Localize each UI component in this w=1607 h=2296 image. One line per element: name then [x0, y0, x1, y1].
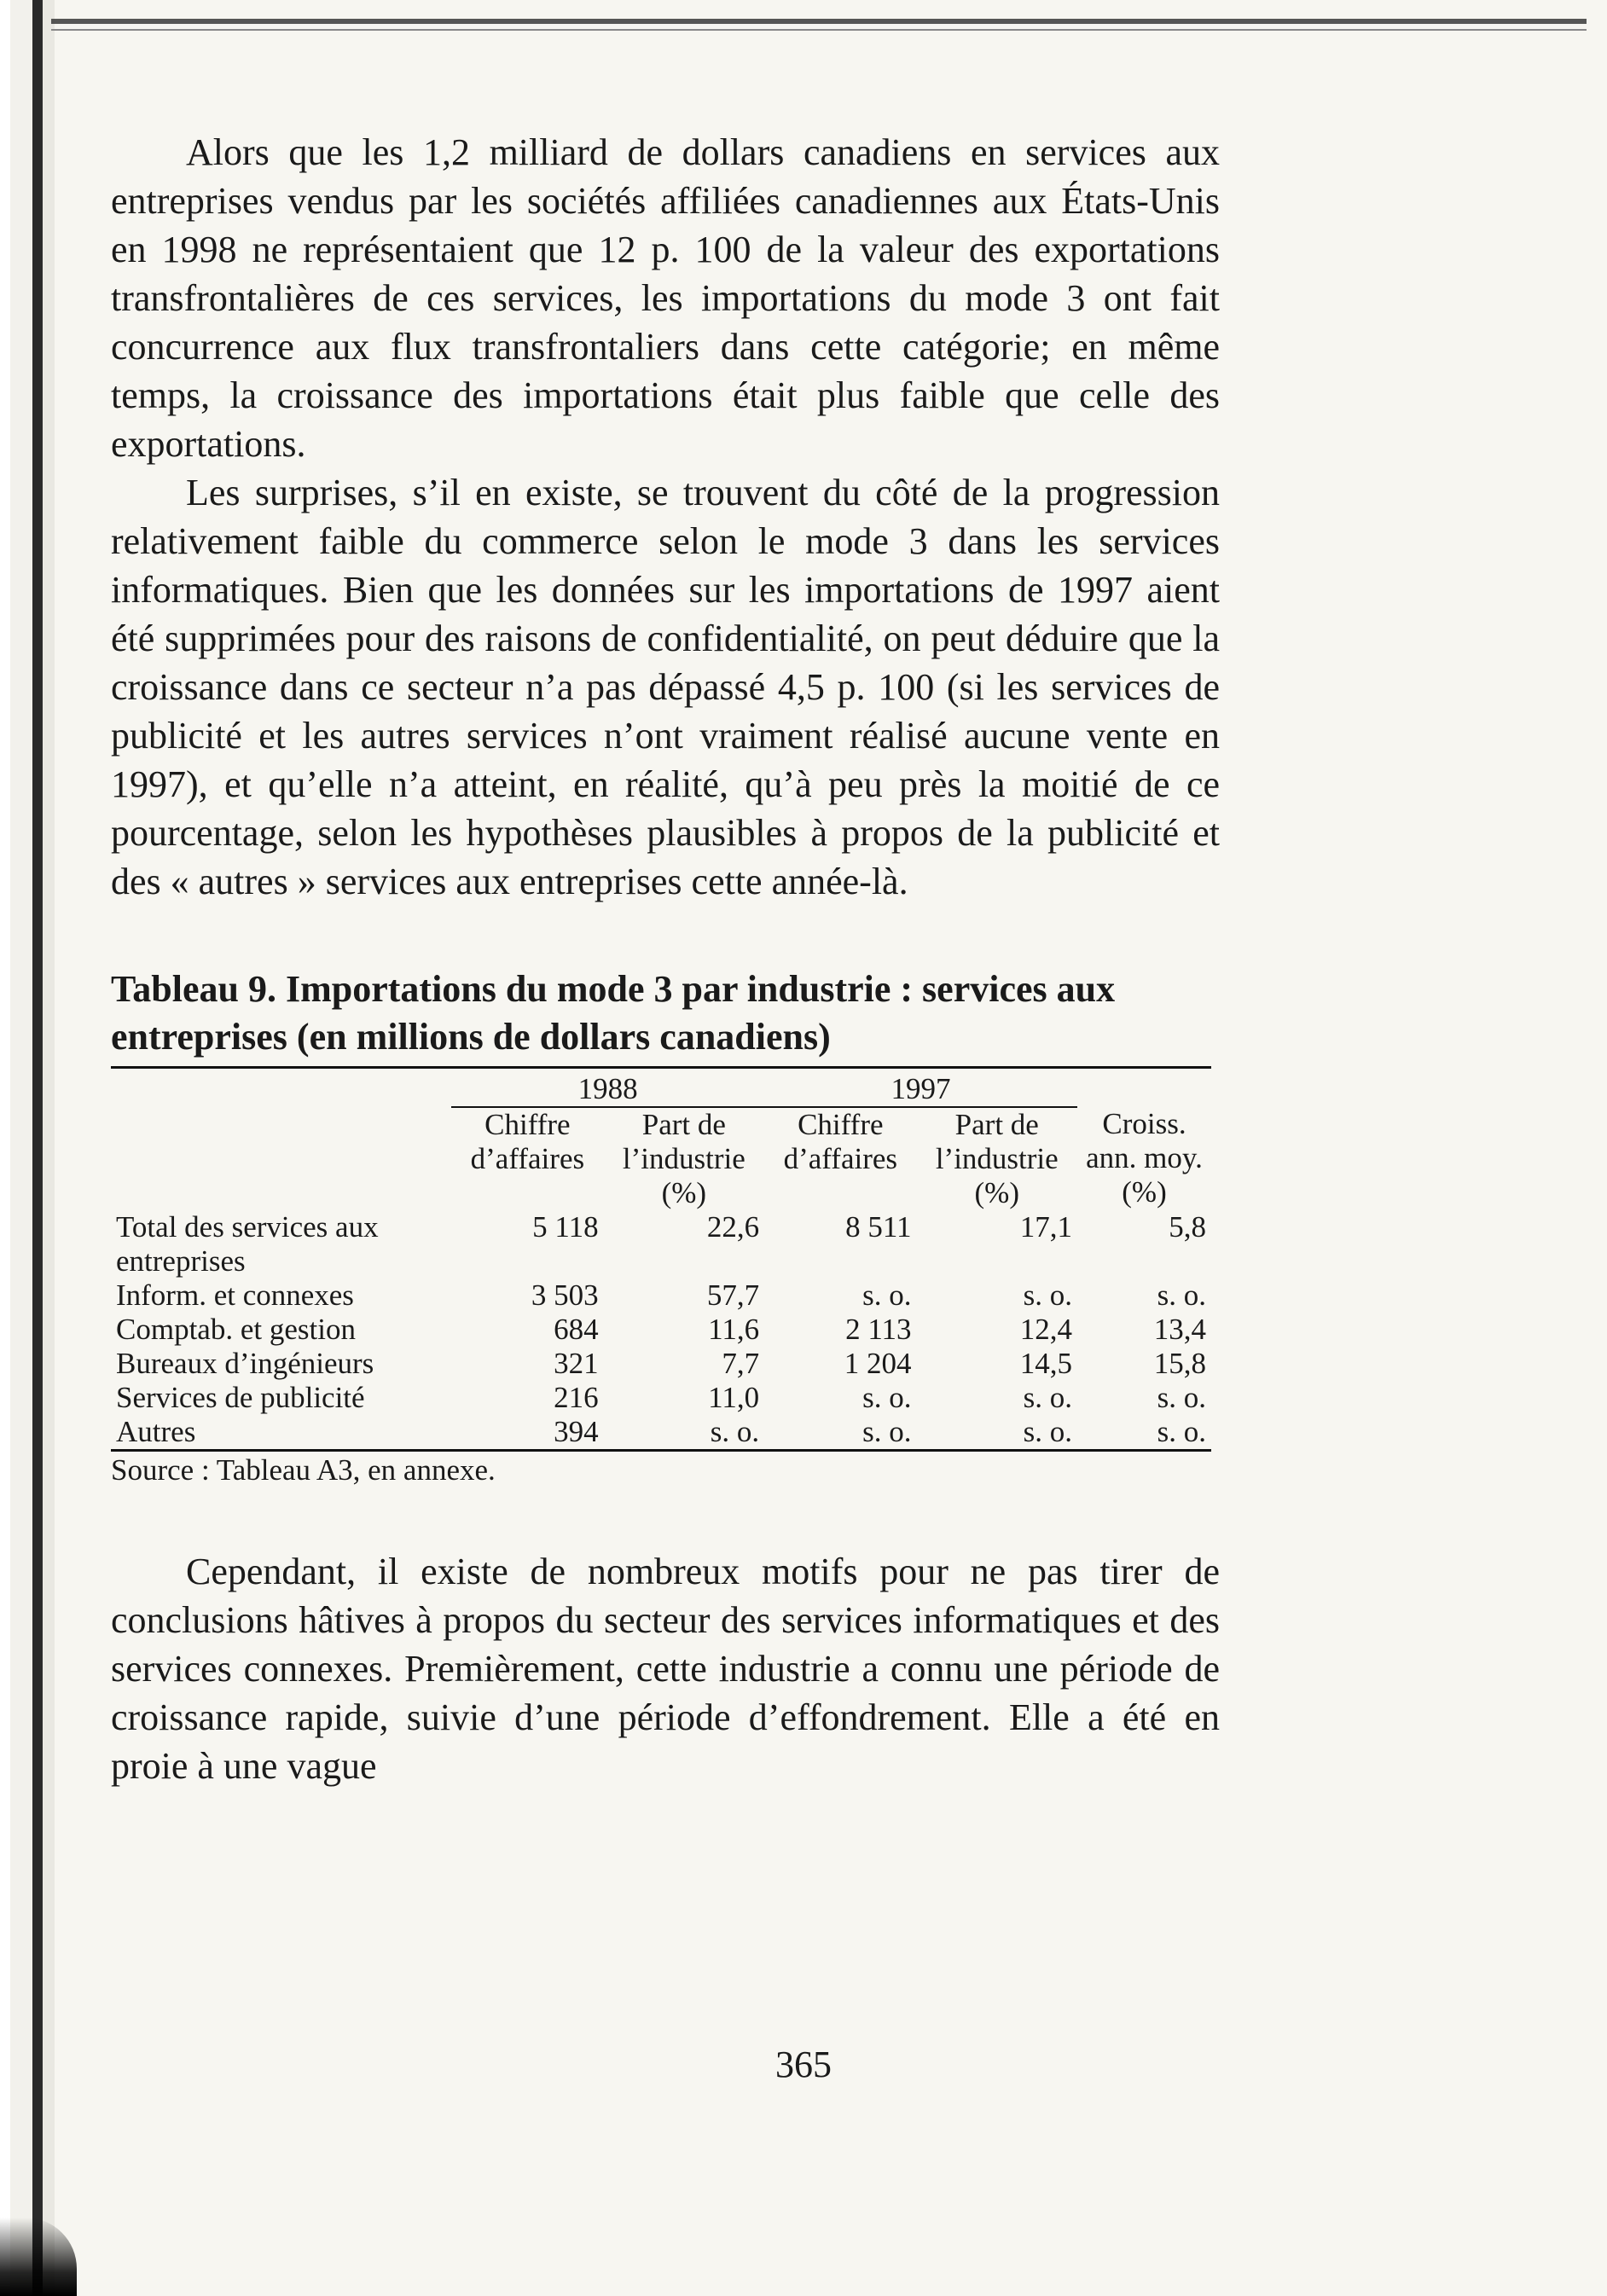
year-header-1997: 1997: [764, 1072, 1077, 1107]
cell: 7,7: [722, 1347, 760, 1380]
scan-corner-shadow: [0, 2218, 77, 2296]
page-number: 365: [775, 2044, 832, 2085]
cell: 5,8: [1169, 1210, 1206, 1244]
cell: 11,0: [708, 1381, 760, 1414]
page-content: [111, 128, 1220, 1790]
cell: 14,5: [1019, 1347, 1072, 1380]
column-header: Chiffre d’affaires: [783, 1108, 898, 1175]
cell: s. o.: [862, 1415, 912, 1448]
table-column-headers: [111, 1107, 1211, 1210]
table-title-rule: [111, 1066, 1211, 1069]
column-header: Chiffre d’affaires: [470, 1108, 585, 1175]
table-bottom-rule: [111, 1451, 1211, 1452]
table-title: Tableau 9. Importations du mode 3 par industrie : services aux entreprises (en millions de dollars canadiens): [111, 968, 1116, 1058]
cell: 216: [554, 1381, 599, 1414]
row-label: Comptab. et gestion: [116, 1313, 356, 1346]
cell: 12,4: [1019, 1313, 1072, 1346]
table-row: [111, 1415, 1211, 1451]
table-row: [111, 1381, 1211, 1415]
cell: 17,1: [1019, 1210, 1072, 1244]
cell: 321: [554, 1347, 599, 1380]
column-header: Part de l’industrie (%): [935, 1108, 1059, 1209]
paragraph-3: Cependant, il existe de nombreux motifs pour ne pas tirer de conclusions hâtives à propos du secteur des services informatiques et des services connexes. Premièrement, cette industrie a connu une période de croissance rapide, suivie d’une période d’effondrement. Elle a été en proie à une vague: [111, 1551, 1220, 1787]
cell: 11,6: [708, 1313, 760, 1346]
row-label: Services de publicité: [116, 1381, 365, 1414]
row-label: Inform. et connexes: [116, 1278, 354, 1312]
table-row: [111, 1210, 1211, 1278]
table-year-row: [111, 1072, 1211, 1107]
page-top-edge: [51, 19, 1587, 24]
column-header: Croiss. ann. moy. (%): [1086, 1107, 1203, 1209]
cell: s. o.: [862, 1278, 912, 1312]
row-label: Bureaux d’ingénieurs: [116, 1347, 374, 1380]
cell: 15,8: [1153, 1347, 1206, 1380]
year-header-1988: 1988: [451, 1072, 764, 1107]
imports-table: [111, 1072, 1211, 1452]
cell: s. o.: [1023, 1381, 1072, 1414]
cell: s. o.: [862, 1381, 912, 1414]
page-top-edge-line: [51, 29, 1587, 31]
row-label: Total des services aux entreprises: [116, 1210, 379, 1278]
table-source-note: Source : Tableau A3, en annexe.: [111, 1453, 496, 1487]
paragraph-2: Les surprises, s’il en existe, se trouvent du côté de la progression relativement faible du commerce selon le mode 3 dans les services informatiques. Bien que les données sur les importations de 1997 aient été supprimées pour des raisons de confidentialité, on peut déduire que la croissance dans ce secteur n’a pas dépassé 4,5 p. 100 (si les services de publicité et les autres services n’ont vraiment réalisé aucune vente en 1997), et qu’elle n’a atteint, en réalité, qu’à peu près la moitié de ce pourcentage, selon les hypothèses plausibles à propos de la publicité et des « autres » services aux entreprises cette année-là.: [111, 472, 1220, 902]
cell: s. o.: [710, 1415, 760, 1448]
cell: 2 113: [845, 1313, 912, 1346]
cell: s. o.: [1157, 1415, 1206, 1448]
column-header: Part de l’industrie (%): [622, 1108, 745, 1209]
table-row: [111, 1278, 1211, 1313]
cell: 57,7: [706, 1278, 760, 1312]
row-label: Autres: [116, 1415, 196, 1448]
cell: s. o.: [1157, 1381, 1206, 1414]
cell: 3 503: [531, 1278, 599, 1312]
table-row: [111, 1347, 1211, 1381]
cell: 13,4: [1153, 1313, 1206, 1346]
table-row: [111, 1313, 1211, 1347]
paragraph-1: Alors que les 1,2 milliard de dollars canadiens en services aux entreprises vendus par les sociétés affiliées canadiennes aux États-Unis en 1998 ne représentaient que 12 p. 100 de la valeur des exportations transfrontalières de ces services, les importations du mode 3 ont fait concurrence aux flux transfrontaliers dans cette catégorie; en même temps, la croissance des importations était plus faible que celle des exportations.: [111, 131, 1220, 465]
cell: 8 511: [845, 1210, 912, 1244]
cell: 684: [554, 1313, 599, 1346]
cell: s. o.: [1023, 1278, 1072, 1312]
cell: s. o.: [1157, 1278, 1206, 1312]
cell: 394: [554, 1415, 599, 1448]
cell: 5 118: [532, 1210, 599, 1244]
cell: 1 204: [844, 1347, 912, 1380]
cell: s. o.: [1023, 1415, 1072, 1448]
cell: 22,6: [706, 1210, 760, 1244]
book-spine-shadow: [0, 0, 55, 2296]
